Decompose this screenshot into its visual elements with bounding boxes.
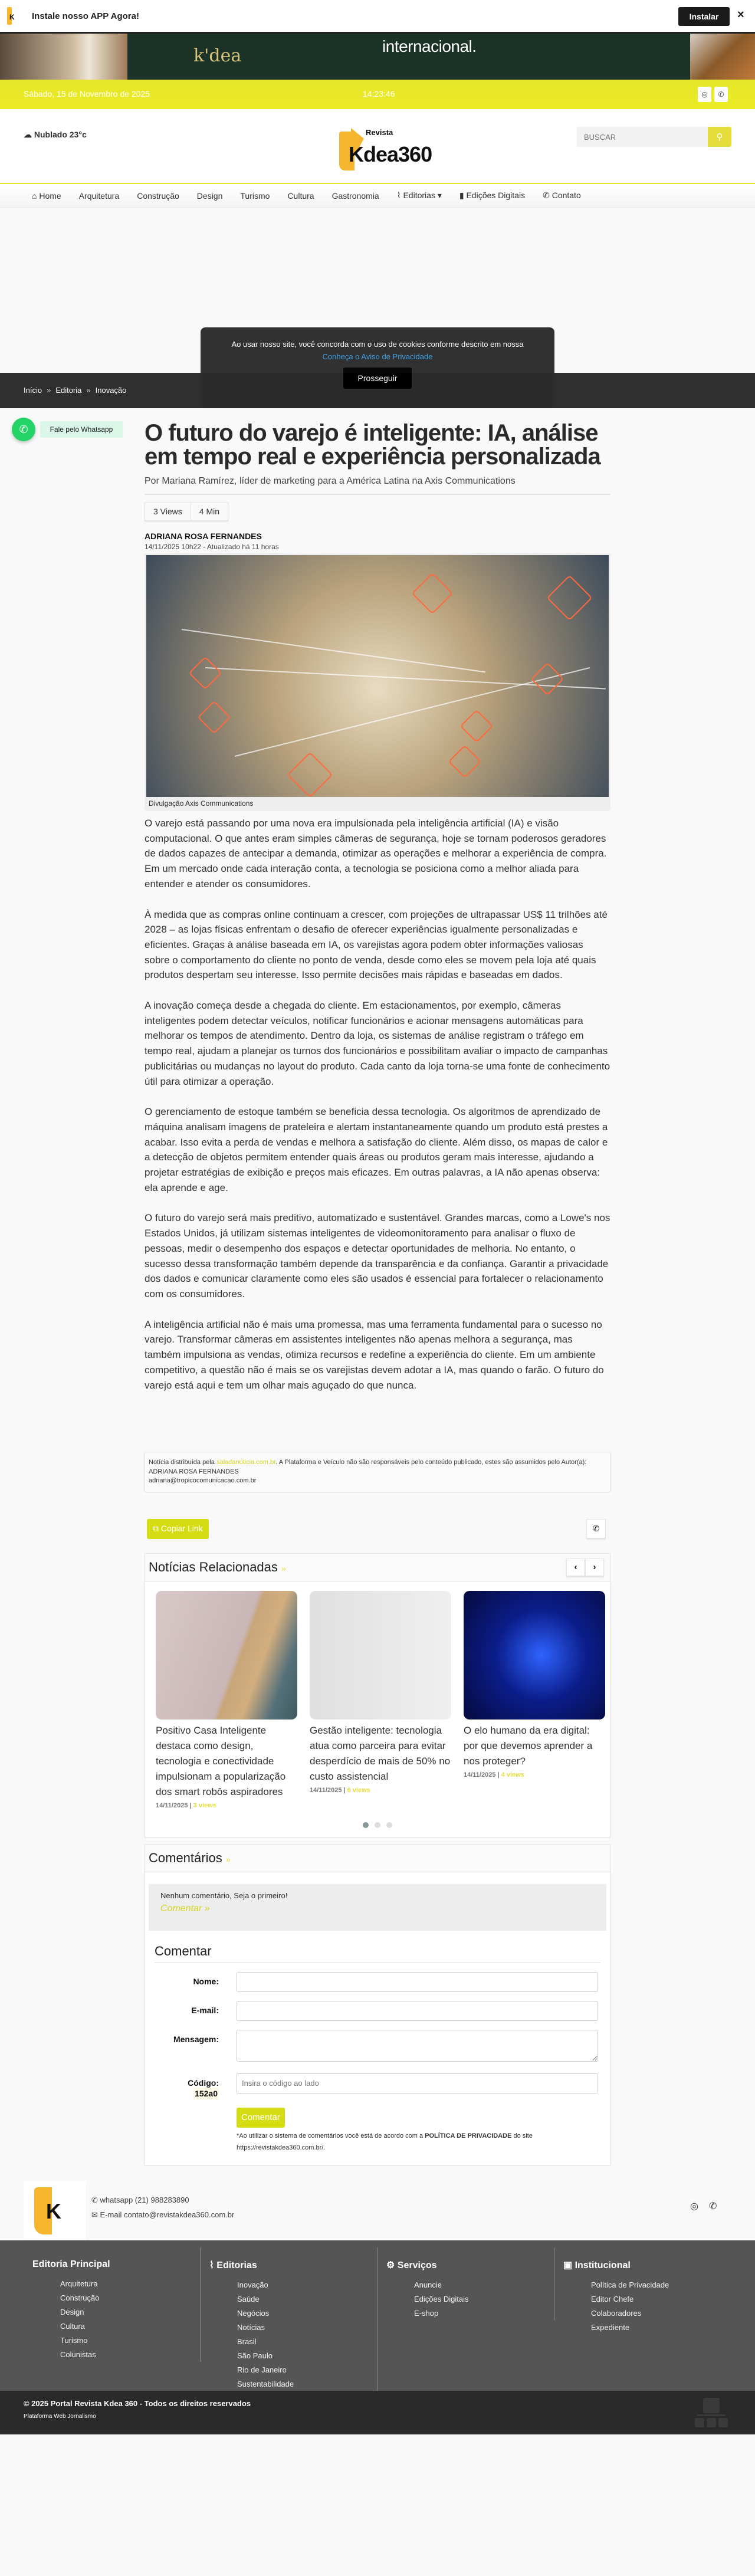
article bbox=[145, 408, 610, 2166]
close-icon[interactable]: × bbox=[737, 8, 744, 21]
comments-title: Comentários » bbox=[149, 1850, 231, 1865]
footer-link[interactable]: Arquitetura bbox=[60, 2279, 98, 2288]
share-whatsapp-button[interactable] bbox=[586, 1519, 606, 1538]
app-install-banner bbox=[0, 0, 755, 34]
related-title-text: Positivo Casa Inteligente destaca como design, tecnologia e conectividade impulsionam a popularização dos smart robôs aspiradores bbox=[156, 1724, 286, 1797]
current-date: Sábado, 15 de Novembro de 2025 bbox=[24, 89, 150, 99]
article-stats bbox=[145, 502, 228, 521]
footer-link[interactable]: Colaboradores bbox=[591, 2308, 642, 2318]
code-field[interactable] bbox=[237, 2073, 598, 2093]
paragraph: O gerenciamento de estoque também se beneficia dessa tecnologia. Os algoritmos de aprendizado de máquina analisam imagens de prateleira e alertam instantaneamente quando um produto está prestes a acabar. Isso evita a perda de vendas e melhora a satisfação do cliente. Além disso, os mapas de calor e a detecção de objetos permitem entender quais áreas ou produtos geram mais interesse, ajudando a projetar estratégias de exibição e preços mais eficazes. Em outras palavras, a IA não apenas observa: ela aprende e age. bbox=[145, 1106, 608, 1193]
footer-whatsapp[interactable]: ✆ whatsapp (21) 988283890 bbox=[91, 2195, 189, 2204]
article-figure bbox=[145, 553, 610, 811]
related-title: Notícias Relacionadas » bbox=[149, 1559, 286, 1574]
breadcrumb-inovacao[interactable]: Inovação bbox=[95, 386, 127, 395]
search-form bbox=[577, 127, 731, 147]
notice-email: adriana@tropicocomunicacao.com.br bbox=[149, 1477, 257, 1485]
rss-icon: ⌇ bbox=[396, 191, 401, 200]
footer-link[interactable]: Edições Digitais bbox=[414, 2294, 469, 2303]
article-subtitle: Por Mariana Ramírez, líder de marketing para a América Latina na Axis Communications bbox=[145, 476, 516, 486]
footer-col-servicos: ⚙ Serviços Anuncie Edições Digitais E-shop bbox=[378, 2247, 554, 2321]
footer-link[interactable]: Sustentabilidade bbox=[237, 2379, 294, 2388]
copyright: © 2025 Portal Revista Kdea 360 - Todos os direitos reservados bbox=[24, 2398, 251, 2408]
carousel-dot[interactable] bbox=[363, 1822, 369, 1828]
nav-design[interactable]: Design bbox=[196, 191, 223, 201]
envelope-icon: ✉ bbox=[91, 2210, 98, 2219]
notice-author: ADRIANA ROSA FERNANDES bbox=[149, 1468, 239, 1475]
related-meta: 14/11/2025 | 6 views bbox=[310, 1786, 370, 1794]
publish-date: 14/11/2025 10h22 - Atualizado há 11 horas bbox=[145, 543, 279, 551]
related-image bbox=[464, 1591, 605, 1719]
rss-icon: ⌇ bbox=[209, 2260, 214, 2270]
code-label: Código: 152a0 bbox=[188, 2078, 219, 2098]
privacy-note: *Ao utilizar o sistema de comentários você está de acordo com a POLÍTICA DE PRIVACIDADE do site https://revistakdea360.com.br/. bbox=[237, 2132, 533, 2151]
article-photo bbox=[146, 555, 609, 797]
search-button[interactable] bbox=[708, 127, 731, 147]
whatsapp-float-button[interactable] bbox=[12, 418, 35, 441]
related-meta: 14/11/2025 | 3 views bbox=[156, 1801, 216, 1809]
comments-section bbox=[145, 1844, 610, 2166]
carousel-dot[interactable] bbox=[375, 1822, 380, 1828]
photo-caption: Divulgação Axis Communications bbox=[149, 799, 254, 808]
ad-photo-left bbox=[0, 34, 127, 80]
related-card[interactable] bbox=[156, 1591, 297, 1809]
privacy-notice-link[interactable]: Conheça o Aviso de Privacidade bbox=[322, 352, 433, 361]
carousel-next-button[interactable]: › bbox=[585, 1558, 604, 1576]
divider bbox=[145, 494, 610, 495]
search-icon: ⚲ bbox=[716, 132, 723, 142]
comment-form-title: Comentar bbox=[155, 1944, 600, 1963]
related-image bbox=[310, 1591, 451, 1719]
gear-icon: ⚙ bbox=[386, 2260, 395, 2270]
footer-link[interactable]: Design bbox=[60, 2307, 84, 2316]
whatsapp-icon[interactable]: ✆ bbox=[714, 87, 728, 102]
footer-link[interactable]: Política de Privacidade bbox=[591, 2280, 669, 2289]
footer-link[interactable]: Editor Chefe bbox=[591, 2294, 634, 2303]
name-label: Nome: bbox=[193, 1976, 219, 1986]
top-info-bar bbox=[0, 80, 755, 109]
message-field[interactable] bbox=[237, 2030, 598, 2062]
page-title: O futuro do varejo é inteligente: IA, análise em tempo real e experiência personalizada bbox=[145, 420, 600, 470]
current-time: 14:23:46 bbox=[363, 89, 395, 99]
site-logo[interactable] bbox=[339, 128, 436, 173]
related-meta: 14/11/2025 | 4 views bbox=[464, 1771, 524, 1778]
footer-link[interactable]: Notícias bbox=[237, 2322, 265, 2332]
nav-construcao[interactable]: Construção bbox=[137, 191, 179, 201]
captcha-code: 152a0 bbox=[195, 2088, 218, 2098]
paragraph: A inteligência artificial não é mais uma promessa, mas uma ferramenta fundamental para o sucesso no varejo. Transformar câmeras em assistentes inteligentes não apenas melhora a segurança, mas também impulsiona as vendas, otimiza recursos e redefine a experiência do cliente. Em um ambiente competitivo, a questão não é mais se os varejistas devem adotar a IA, mas quando o farão. O futuro do varejo está aqui e tem um olhar mais aguçado do que nunca. bbox=[145, 1318, 604, 1391]
footer-col-editoria-principal: Editoria Principal Arquitetura Construção Design Cultura Turismo Colunistas bbox=[24, 2247, 201, 2362]
footer-link[interactable]: Cultura bbox=[60, 2321, 85, 2331]
footer-email[interactable]: ✉ E-mail contato@revistakdea360.com.br bbox=[91, 2210, 235, 2219]
related-news bbox=[145, 1553, 610, 1838]
site-header bbox=[0, 109, 755, 183]
phone-icon: ✆ bbox=[543, 191, 550, 200]
footer-link[interactable]: Construção bbox=[60, 2293, 100, 2302]
app-logo-icon: K bbox=[6, 6, 21, 26]
paragraph: O varejo está passando por uma nova era impulsionada pela inteligência artificial (IA) e visão computacional. O que antes eram simples câmeras de segurança, hoje se tornam poderosos geradores de dados capazes de antecipar a demanda, otimizar as operações e melhorar a experiência de compra. Em um mercado onde cada interação conta, a tecnologia se posiciona como a melhor aliada para entender e atender os consumidores. bbox=[145, 818, 607, 890]
instagram-icon[interactable]: ◎ bbox=[690, 2201, 709, 2211]
carousel-prev-button[interactable]: ‹ bbox=[566, 1558, 585, 1576]
email-field[interactable] bbox=[237, 2001, 598, 2021]
nav-edicoes-digitais[interactable]: ▮ Edições Digitais bbox=[459, 191, 526, 200]
install-button[interactable]: Instalar bbox=[678, 7, 730, 26]
nav-gastronomia[interactable]: Gastronomia bbox=[331, 191, 379, 201]
ad-brand: k'dea bbox=[193, 45, 242, 66]
submit-comment-button[interactable]: Comentar bbox=[237, 2108, 285, 2128]
carousel-dots bbox=[145, 1809, 610, 1837]
related-card[interactable] bbox=[310, 1591, 451, 1809]
footer-link[interactable]: São Paulo bbox=[237, 2351, 273, 2360]
whatsapp-float-label[interactable]: Fale pelo Whatsapp bbox=[40, 421, 123, 438]
instagram-icon[interactable]: ◎ bbox=[698, 87, 711, 102]
ad-slogan: internacional. bbox=[382, 37, 477, 55]
footer-link[interactable]: Anuncie bbox=[414, 2280, 442, 2289]
paragraph: À medida que as compras online continuam a crescer, com projeções de ultrapassar US$ 11 trilhões até 2028 – as lojas físicas enfrentam o desafio de oferecer experiências igualmente personalizadas e eficientes. Graças à análise baseada em IA, os varejistas agora podem obter informações valiosas sobre o comportamento do cliente no ponto de venda, desde como eles se movem pela loja até quais produtos despertam seu interesse. Isso permite decisões mais rápidas e baseadas em dados. bbox=[145, 908, 608, 981]
related-card[interactable] bbox=[464, 1591, 605, 1809]
article-body bbox=[145, 816, 610, 1393]
copy-icon: ⧉ bbox=[153, 1524, 159, 1534]
related-title-text: Gestão inteligente: tecnologia atua como parceira para evitar desperdício de mais de 50% no custo assistencial bbox=[310, 1724, 451, 1782]
footer-link[interactable]: Saúde bbox=[237, 2294, 260, 2303]
footer-col-institucional: ▣ Institucional Política de Privacidade Editor Chefe Colaboradores Expediente bbox=[554, 2247, 731, 2335]
logo-small-text: Revista bbox=[366, 128, 393, 137]
footer-link[interactable]: Rio de Janeiro bbox=[237, 2365, 287, 2374]
email-label: E-mail: bbox=[191, 2005, 219, 2015]
weather-widget bbox=[24, 130, 87, 140]
footer-link[interactable]: Colunistas bbox=[60, 2349, 96, 2359]
platform-credit[interactable]: Plataforma Web Jornalismo bbox=[24, 2413, 96, 2420]
ad-photo-right bbox=[690, 34, 755, 80]
logo-name: Kdea360 bbox=[349, 142, 432, 166]
footer-link[interactable]: Expediente bbox=[591, 2322, 630, 2332]
share-bar bbox=[145, 1519, 610, 1539]
whatsapp-icon[interactable]: ✆ bbox=[708, 2201, 728, 2211]
message-label: Mensagem: bbox=[173, 2034, 219, 2044]
weather-text: Nublado 23°c bbox=[34, 130, 87, 139]
nav-turismo[interactable]: Turismo bbox=[240, 191, 270, 201]
carousel-dot[interactable] bbox=[386, 1822, 392, 1828]
read-time: 4 Min bbox=[199, 507, 220, 516]
footer-link[interactable]: E-shop bbox=[414, 2308, 439, 2318]
app-install-text: Instale nosso APP Agora! bbox=[32, 11, 139, 21]
nav-contato[interactable]: ✆ Contato bbox=[543, 191, 581, 200]
footer-link[interactable]: Inovação bbox=[237, 2280, 268, 2289]
whatsapp-icon: ✆ bbox=[592, 1523, 600, 1533]
name-field[interactable] bbox=[237, 1972, 598, 1992]
source-link[interactable]: saladanoticia.com.br bbox=[216, 1459, 276, 1466]
cloud-icon: ☁ bbox=[24, 130, 32, 139]
distribution-notice: Notícia distribuída pela saladanoticia.com.br. A Plataforma e Veículo não são responsáveis pelo conteúdo publicado, estes são assumidos pelo Autor(a): ADRIANA ROSA FERNANDES adriana@tropicocomunicacao.com.br bbox=[145, 1452, 610, 1492]
paragraph: O futuro do varejo será mais preditivo, automatizado e sustentável. Grandes marcas, como a Lowe's nos Estados Unidos, já utilizam sistemas inteligentes de videomonitoramento para analisar o fluxo de pessoas, medir o desempenho dos espaços e detectar oportunidades de melhoria. No entanto, o sucesso dessa transformação também depende da transparência e da confiança. Garantir a privacidade dos dados e comunicar claramente como eles são usados é essencial para fortalecer o relacionamento com os consumidores. bbox=[145, 1212, 610, 1300]
related-image bbox=[156, 1591, 297, 1719]
views-count: 3 Views bbox=[145, 503, 191, 520]
whatsapp-icon: ✆ bbox=[19, 424, 28, 435]
footer-link[interactable]: Brasil bbox=[237, 2337, 257, 2346]
whatsapp-icon: ✆ bbox=[91, 2195, 98, 2204]
platform-logo-icon bbox=[695, 2398, 728, 2427]
nav-arquitetura[interactable]: Arquitetura bbox=[78, 191, 120, 201]
comment-link[interactable]: Comentar » bbox=[160, 1903, 210, 1914]
home-icon: ⌂ bbox=[32, 191, 37, 201]
breadcrumb-editoria[interactable]: Editoria bbox=[55, 386, 82, 395]
cookie-consent bbox=[201, 327, 554, 408]
no-comments: Nenhum comentário, Seja o primeiro! Comentar » bbox=[149, 1884, 606, 1931]
main-nav bbox=[0, 183, 755, 208]
footer-logo[interactable]: K bbox=[24, 2181, 86, 2240]
file-icon: ▮ bbox=[459, 191, 464, 200]
copy-link-button[interactable]: ⧉ Copiar Link bbox=[147, 1519, 209, 1539]
footer-link[interactable]: Negócios bbox=[237, 2308, 270, 2318]
footer bbox=[0, 2171, 755, 2434]
footer-link[interactable]: Turismo bbox=[60, 2335, 88, 2345]
author-name: ADRIANA ROSA FERNANDES bbox=[145, 531, 262, 541]
cookie-accept-button[interactable]: Prosseguir bbox=[343, 367, 412, 389]
ad-banner[interactable] bbox=[0, 34, 755, 80]
cookie-text: Ao usar nosso site, você concorda com o uso de cookies conforme descrito em nossa bbox=[231, 340, 524, 349]
search-input[interactable] bbox=[577, 127, 708, 147]
related-title-text: O elo humano da era digital: por que devemos aprender a nos proteger? bbox=[464, 1724, 593, 1767]
nav-home[interactable]: ⌂ Home bbox=[32, 191, 61, 201]
paragraph: A inovação começa desde a chegada do cliente. Em estacionamentos, por exemplo, câmeras inteligentes podem detectar veículos, notificar funcionários e acionar mensagens automáticas para melhorar os tempos de atendimento. Dentro da loja, os sistemas de análise registram o tráfego em tempo real, ajudam a planejar os turnos dos funcionários e possibilitam avaliar o impacto de campanhas publicitárias ou mudanças no layout do produto. Cada canto da loja torna-se uma fonte de conhecimento útil para otimizar a operação. bbox=[145, 1000, 610, 1087]
breadcrumb-inicio[interactable]: Início bbox=[24, 386, 42, 395]
id-badge-icon: ▣ bbox=[563, 2260, 573, 2270]
nav-editorias-dropdown[interactable]: ⌇ Editorias ▾ bbox=[396, 191, 442, 200]
nav-cultura[interactable]: Cultura bbox=[287, 191, 314, 201]
footer-col-editorias: ⌇ Editorias Inovação Saúde Negócios Notícias Brasil São Paulo Rio de Janeiro Sustentabilidade bbox=[201, 2247, 378, 2391]
breadcrumb: Início » Editoria » Inovação bbox=[24, 386, 127, 395]
